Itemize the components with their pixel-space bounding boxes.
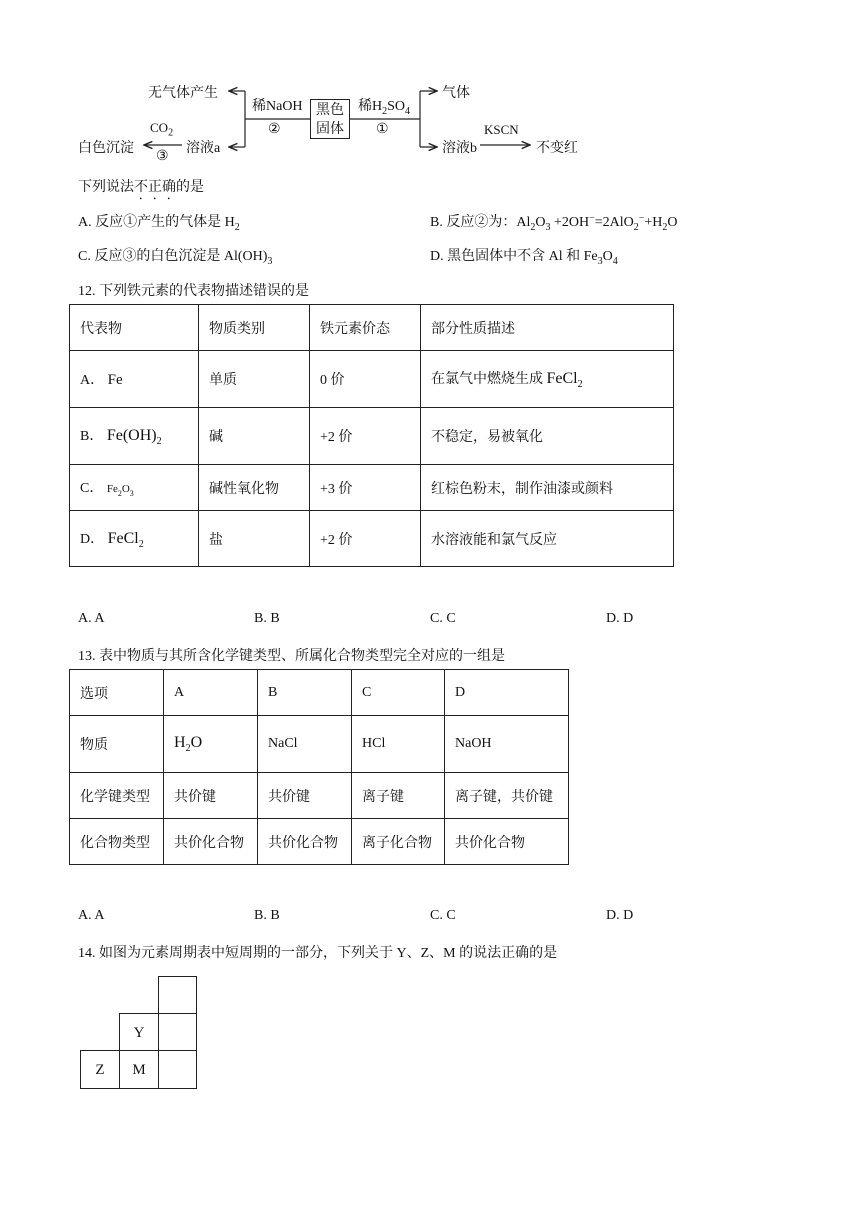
q13-option-d[interactable]: D. D <box>606 908 634 923</box>
no-red-label: 不变红 <box>536 141 578 156</box>
q12-valence-cell: +2 价 <box>310 511 421 567</box>
q13-stem: 13. 表中物质与其所含化学键类型、所属化合物类型完全对应的一组是 <box>78 649 505 664</box>
table-row <box>70 351 674 408</box>
step-3-label: ③ <box>156 149 169 164</box>
q12-valence-cell: 0 价 <box>310 351 421 408</box>
q13-bond-cell: 离子键 <box>352 773 445 819</box>
q11-option-c[interactable]: C. 反应③的白色沉淀是 $Al(OH)_3$ <box>78 249 273 267</box>
q13-row-header: 化合物类型 <box>70 819 164 865</box>
q13-row-header: 选项 <box>70 670 164 716</box>
kscn-label: KSCN <box>484 122 519 137</box>
periodic-cell-y: Y <box>119 1013 159 1051</box>
solution-a-label: 溶液a <box>186 141 221 156</box>
q13-bond-cell: 共价键 <box>164 773 258 819</box>
q13-row-header: 化学键类型 <box>70 773 164 819</box>
q13-substance-cell: $H_2O$ <box>164 716 258 773</box>
q13-type-cell: 共价化合物 <box>258 819 352 865</box>
q12-desc-cell: 在氯气中燃烧生成 FeCl$_2$ <box>421 351 674 408</box>
q13-substance-cell: NaOH <box>445 716 569 773</box>
q12-desc-cell: 红棕色粉末，制作油漆或颜料 <box>421 465 674 511</box>
q11-stem: 下列说法不正确的是 <box>78 180 204 195</box>
q13-option-a[interactable]: A. A <box>78 908 105 923</box>
q12-header-cell: 物质类别 <box>199 305 310 351</box>
q12-header-row <box>70 305 674 351</box>
q13-option-c[interactable]: C. C <box>430 908 456 923</box>
q13-bond-cell: 共价键 <box>258 773 352 819</box>
q12-representative-cell: D． FeCl$_2$ <box>70 511 199 567</box>
h2so4-label: 稀$H_2SO_4$ <box>358 99 411 117</box>
periodic-cell-z: Z <box>80 1050 120 1089</box>
table-row <box>70 819 569 865</box>
q13-col-header: C <box>352 670 445 716</box>
gas-label: 气体 <box>442 86 470 101</box>
q13-col-header: D <box>445 670 569 716</box>
table-row <box>70 511 674 567</box>
black-solid-line1: 黑色 <box>316 103 344 118</box>
q13-col-header: A <box>164 670 258 716</box>
periodic-cell-empty <box>158 976 197 1014</box>
q12-representative-cell: A． Fe <box>70 351 199 408</box>
q12-category-cell: 碱 <box>199 408 310 465</box>
no-gas-label: 无气体产生 <box>148 86 218 101</box>
q13-type-cell: 离子化合物 <box>352 819 445 865</box>
q13-type-cell: 共价化合物 <box>445 819 569 865</box>
q12-representative-cell: C． $Fe_2O_3$ <box>70 465 199 511</box>
q13-type-cell: 共价化合物 <box>164 819 258 865</box>
step-1-label: ① <box>376 122 389 137</box>
periodic-cell-m: M <box>119 1050 159 1089</box>
q12-category-cell: 盐 <box>199 511 310 567</box>
q12-valence-cell: +2 价 <box>310 408 421 465</box>
co2-label: $CO_2$ <box>150 120 174 139</box>
q12-header-cell: 代表物 <box>70 305 199 351</box>
q12-stem: 12. 下列铁元素的代表物描述错误的是 <box>78 284 309 299</box>
q13-bond-cell: 离子键，共价键 <box>445 773 569 819</box>
q12-category-cell: 单质 <box>199 351 310 408</box>
q12-table <box>69 304 674 567</box>
table-row <box>70 408 674 465</box>
step-2-label: ② <box>268 122 281 137</box>
q14-stem: 14. 如图为元素周期表中短周期的一部分，下列关于 Y、Z、M 的说法正确的是 <box>78 946 558 961</box>
q13-col-header: B <box>258 670 352 716</box>
q11-option-a[interactable]: A. 反应①产生的气体是 $H_2$ <box>78 215 240 233</box>
table-row <box>70 773 569 819</box>
q12-option-b[interactable]: B. B <box>254 611 280 626</box>
black-solid-line2: 固体 <box>316 122 344 137</box>
q12-option-c[interactable]: C. C <box>430 611 456 626</box>
q12-header-cell: 部分性质描述 <box>421 305 674 351</box>
q13-substance-cell: NaCl <box>258 716 352 773</box>
table-row <box>70 670 569 716</box>
q12-representative-cell: B． $Fe(OH)_2$ <box>70 408 199 465</box>
table-row <box>70 465 674 511</box>
table-row <box>70 716 569 773</box>
periodic-cell-empty <box>158 1050 197 1089</box>
white-precipitate-label: 白色沉淀 <box>78 141 134 156</box>
periodic-cell-empty <box>158 1013 197 1051</box>
q12-desc-cell: 水溶液能和氯气反应 <box>421 511 674 567</box>
q11-option-d[interactable]: D. 黑色固体中不含 Al 和 $Fe_3O_4$ <box>430 249 618 267</box>
q12-header-cell: 铁元素价态 <box>310 305 421 351</box>
q12-category-cell: 碱性氧化物 <box>199 465 310 511</box>
q12-option-a[interactable]: A. A <box>78 611 105 626</box>
q12-valence-cell: +3 价 <box>310 465 421 511</box>
q13-option-b[interactable]: B. B <box>254 908 280 923</box>
q13-row-header: 物质 <box>70 716 164 773</box>
naoh-label: 稀NaOH <box>252 99 303 114</box>
q13-table <box>69 669 569 865</box>
q13-substance-cell: HCl <box>352 716 445 773</box>
q11-option-b[interactable]: B. 反应②为：$Al_2O_3 +2OH^-=2AlO_2^-+H_2O$ <box>430 212 678 233</box>
q12-option-d[interactable]: D. D <box>606 611 634 626</box>
solution-b-label: 溶液b <box>442 141 477 156</box>
q12-desc-cell: 不稳定，易被氧化 <box>421 408 674 465</box>
